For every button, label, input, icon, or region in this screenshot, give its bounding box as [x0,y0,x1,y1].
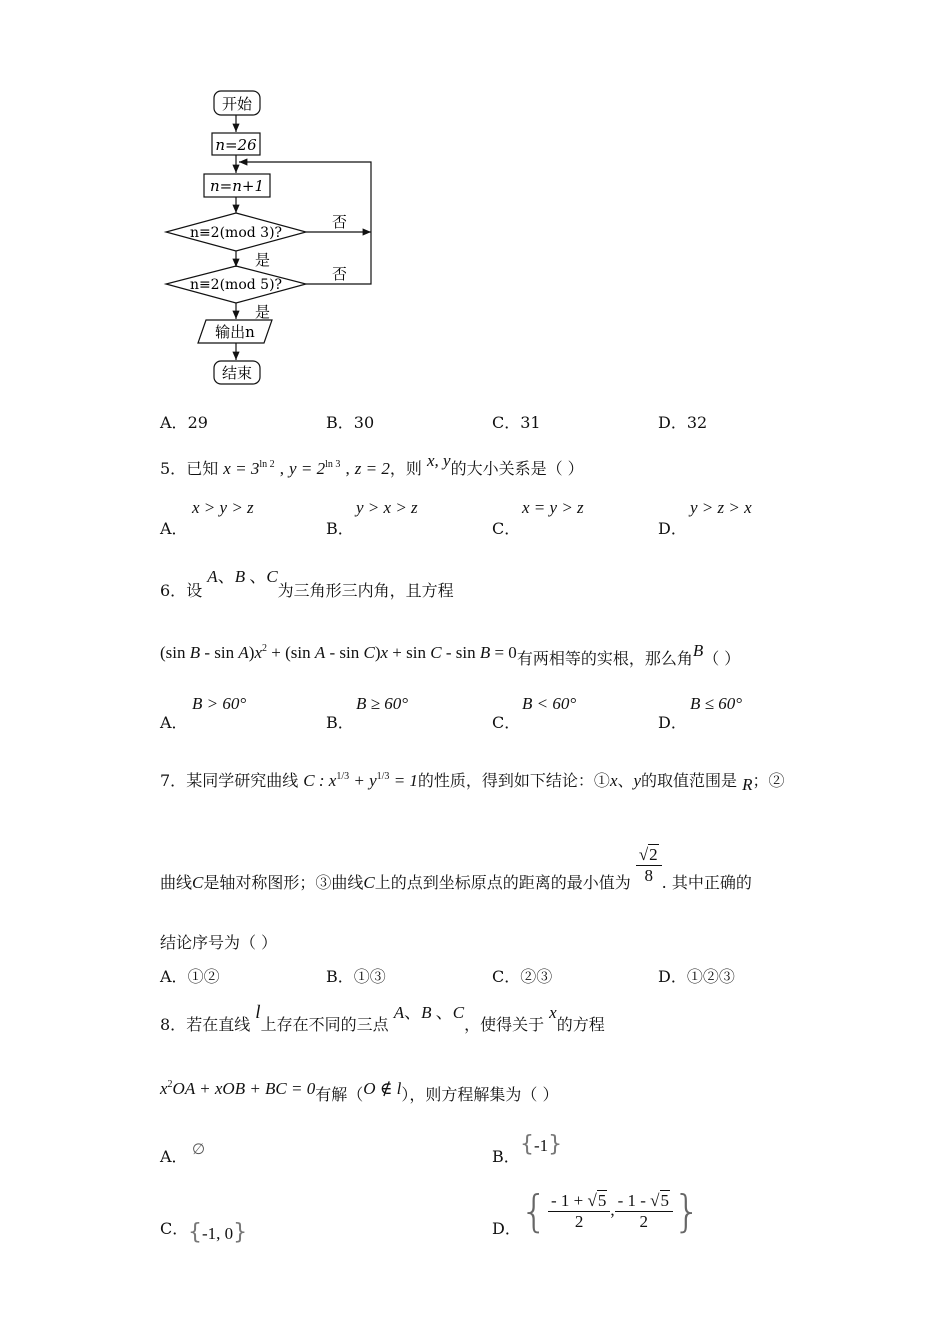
q8-option-a[interactable]: A． [160,1147,188,1166]
q5-expr-z: z = 2 [354,459,390,478]
q6-option-a[interactable]: A． [160,713,188,732]
q7-option-c[interactable]: C．②③ [492,967,553,986]
q8-option-b-expr: {-1} [520,1132,563,1157]
q8-option-a-expr: ∅ [192,1142,206,1158]
output-label: 输出n [215,323,255,341]
init-label: n=26 [215,136,257,154]
q6-option-b[interactable]: B． [326,713,354,732]
increment-label: n=n+1 [209,177,265,195]
q6-option-b-expr: B ≥ 60° [356,694,409,713]
q5-expr-y: $y = 2^{ln 3}$ [289,459,341,478]
q6-equation: (sin $B - \sin A)x^2 + (\sin$ A - sin C)x + sin C - sin B = 0 [160,643,517,662]
q7-curve: C : $x^{1/3} + y^{1/3} = 1$ [303,771,418,790]
cond2-label: n≡2(mod 5)? [189,277,283,293]
q6-option-c-expr: B < 60° [522,694,577,713]
q6-equation-line: (sin $B - \sin A)x^2 + (\sin$ A - sin C)x + sin C - sin B = 0有两相等的实根，那么角B（ ） [160,641,741,668]
q6-option-d[interactable]: D． [658,713,687,732]
start-label: 开始 [221,95,253,113]
q7-line1: 7．某同学研究曲线 C : $x^{1/3} + y^{1/3} = 1$的性质，得到如下结论：①x、y的取值范围是 R；② [160,771,785,794]
q7-min-distance: $\frac{√2}{8}$ [636,845,662,886]
q6-angles: A、B 、C [207,567,278,586]
q7-line2: 曲线C是轴对称图形；③曲线C上的点到坐标原点的距离的最小值为 $\frac{√2}{8}$ . 其中正确的 [160,845,752,892]
q5-option-c-expr: x = y > z [522,498,584,517]
q8-option-d-expr: { $\frac{- 1 + √5}{2}$ , $\frac{- 1 - √5}{2}$ } [520,1186,701,1237]
q8-option-b[interactable]: B． [492,1147,520,1166]
no2-label: 否 [332,265,348,283]
q5-option-d[interactable]: D． [658,519,687,538]
q5-option-b-expr: y > x > z [356,498,418,517]
q6-option-c[interactable]: C． [492,713,521,732]
no1-label: 否 [332,213,348,231]
q7-option-d[interactable]: D．①②③ [658,967,735,986]
q5-option-c[interactable]: C． [492,519,521,538]
q5-expr-x: $x = 3^{ln 2}$ [223,459,275,478]
q8-line1: 8．若在直线 l上存在不同的三点 A、B 、C，使得关于 x的方程 [160,1002,605,1034]
q4-option-b[interactable]: B．30 [326,413,375,432]
cond1-label: n≡2(mod 3)? [189,225,283,241]
q6-stem: 6．设 A、B 、C为三角形三内角，且方程 [160,567,454,600]
q7-option-a[interactable]: A．①② [160,967,220,986]
q8-equation: $x^2OA$ + xOB + BC = 0 [160,1079,316,1098]
q7-option-b[interactable]: B．①③ [326,967,386,986]
q4-option-a[interactable]: A．29 [160,413,208,432]
q5-option-b[interactable]: B． [326,519,354,538]
q7-line3: 结论序号为（ ） [160,933,278,952]
q5-stem: 5．已知 $x = 3^{ln 2}$ , $y = 2^{ln 3}$ , z = 2，则 x, y的大小关系是（ ） [160,451,584,478]
q8-option-d[interactable]: D． [492,1219,521,1238]
q6-option-a-expr: B > 60° [192,694,247,713]
yes2-label: 是 [255,303,271,321]
q4-option-c[interactable]: C．31 [492,413,541,432]
q5-option-d-expr: y > z > x [690,498,752,517]
q5-option-a[interactable]: A． [160,519,188,538]
q6-option-d-expr: B ≤ 60° [690,694,743,713]
q5-option-a-expr: x > y > z [192,498,254,517]
q8-option-c[interactable]: C． [160,1219,189,1238]
end-label: 结束 [221,364,253,382]
yes1-label: 是 [255,251,271,269]
q4-option-d[interactable]: D．32 [658,413,708,432]
q8-line2: $x^2OA$ + xOB + BC = 0有解（O ∉ l），则方程解集为（ ） [160,1079,559,1104]
flowchart [150,85,390,390]
q8-option-c-expr: {-1, 0} [188,1220,248,1245]
